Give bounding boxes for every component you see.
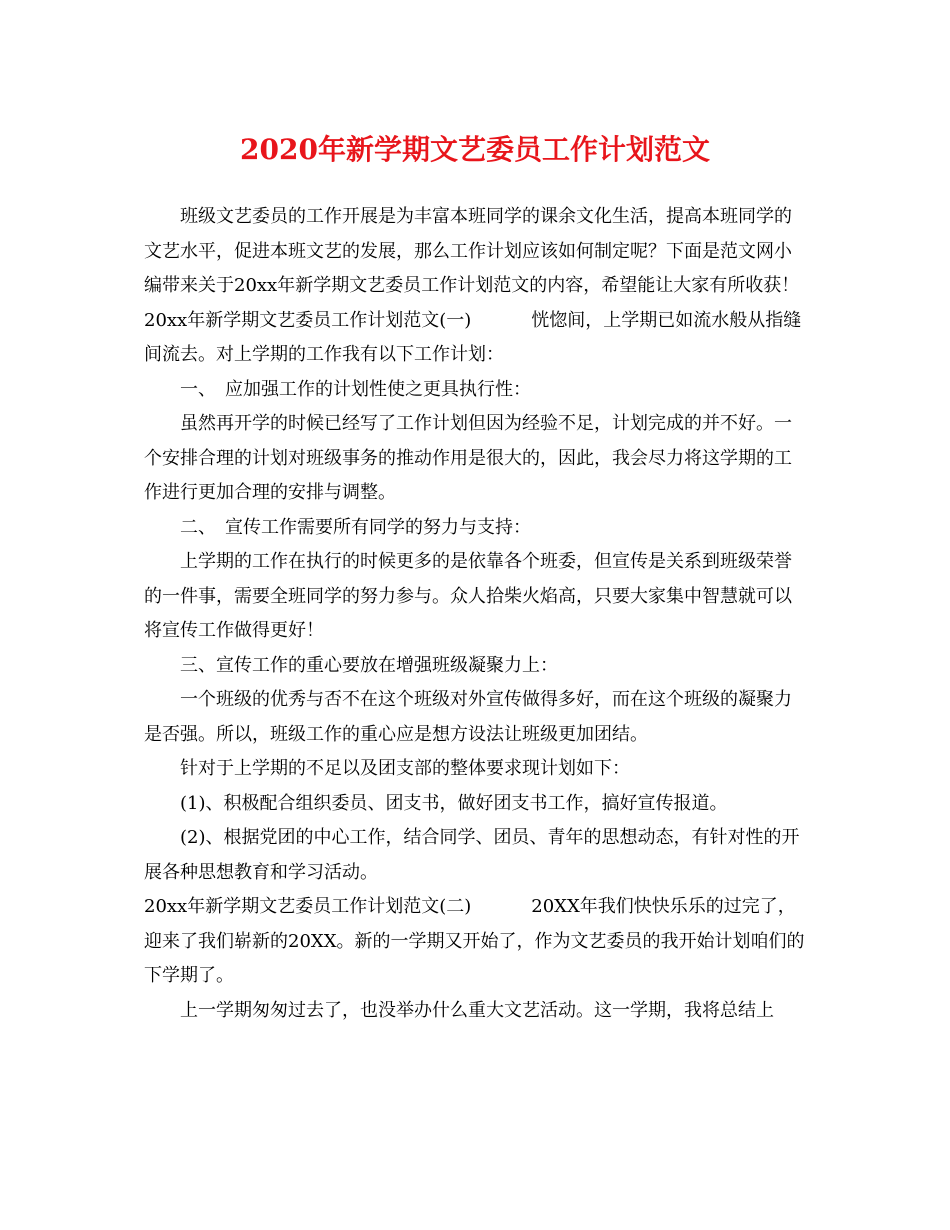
- plan-intro: 针对于上学期的不足以及团支部的整体要求现计划如下：: [180, 758, 630, 779]
- point-one-text: 虽然再开学的时候已经写了工作计划但因为经验不足，计划完成的并不好。一个安排合理的计划对班级事务的推动作用是很大的，因此，我会尽力将这学期的工作进行更加合理的安排与调整。: [144, 413, 792, 503]
- section-two-heading: 20xx年新学期文艺委员工作计划范文(二): [144, 896, 472, 917]
- section-one-heading: 20xx年新学期文艺委员工作计划范文(一): [144, 309, 472, 331]
- closing-paragraph: 上一学期匆匆过去了，也没举办什么重大文艺活动。这一学期，我将总结上: [180, 999, 774, 1021]
- section-one-paragraph: [144, 304, 808, 373]
- point-one-heading: 一、 应加强工作的计划性使之更具执行性：: [180, 378, 531, 400]
- point-three-text: 一个班级的优秀与否不在这个班级对外宣传做得多好，而在这个班级的凝聚力是否强。所以，班级工作的重心应是想方设法让班级更加团结。: [144, 689, 792, 745]
- document-title: 2020年新学期文艺委员工作计划范文: [240, 133, 710, 166]
- document-body: [144, 200, 808, 1028]
- point-two-heading: 二、 宣传工作需要所有同学的努力与支持：: [180, 516, 531, 538]
- plan-item-2: (2)、根据党团的中心工作，结合同学、团员、青年的思想动态，有针对性的开展各种思想教育和学习活动。: [144, 827, 800, 883]
- point-two-text: 上学期的工作在执行的时候更多的是依靠各个班委，但宣传是关系到班级荣誉的一件事，需要全班同学的努力参与。众人拾柴火焰高，只要大家集中智慧就可以将宣传工作做得更好！: [144, 551, 792, 641]
- section-two-paragraph: [144, 890, 808, 994]
- intro-paragraph: 班级文艺委员的工作开展是为丰富本班同学的课余文化生活，提高本班同学的文艺水平，促进本班文艺的发展，那么工作计划应该如何制定呢？下面是范文网小编带来关于20xx年新学期文艺委员工作计划范文的内容，希望能让大家有所收获！: [144, 206, 800, 296]
- section-one-text: 恍惚间，上学期已如流水般从指缝间流去。对上学期的工作我有以下工作计划：: [144, 309, 802, 365]
- plan-item-1: (1)、积极配合组织委员、团支书，做好团支书工作，搞好宣传报道。: [180, 792, 728, 814]
- point-three-heading: 三、宣传工作的重心要放在增强班级凝聚力上：: [180, 654, 558, 676]
- section-two-text: 20XX年我们快快乐乐的过完了，迎来了我们崭新的20XX。新的一学期又开始了，作为文艺委员的我开始计划咱们的下学期了。: [144, 896, 805, 986]
